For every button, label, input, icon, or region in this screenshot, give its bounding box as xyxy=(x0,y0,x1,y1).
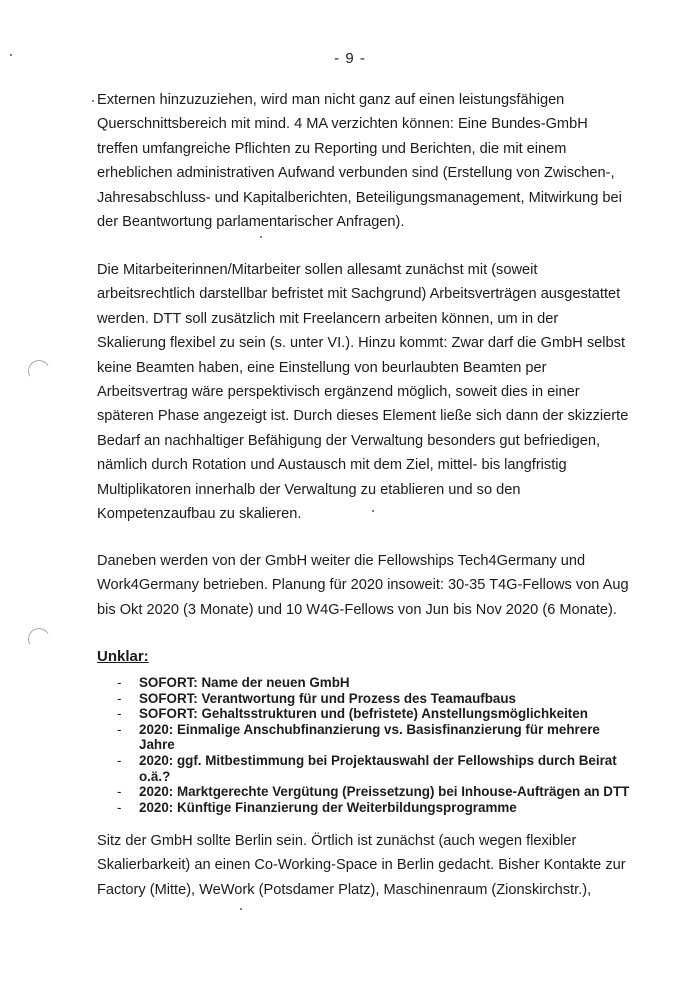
bullet-dash: - xyxy=(117,706,122,722)
paragraph-location xyxy=(97,829,627,902)
scan-speck xyxy=(372,510,374,512)
paragraph-staffing-reporting xyxy=(97,88,627,234)
text-line: Bedarf an nachhaltiger Befähigung der Verwaltung besonders gut befriedigen, xyxy=(97,432,601,449)
scan-speck xyxy=(240,908,242,910)
text-line: Querschnittsbereich mit mind. 4 MA verzichten können: Eine Bundes-GmbH xyxy=(97,116,588,133)
paragraph-fellowships xyxy=(97,549,627,622)
bullet-dash: - xyxy=(117,752,122,768)
text-line: Multiplikatoren innerhalb der Verwaltung zu etablieren und so den xyxy=(97,481,521,498)
text-line: bis Okt 2020 (3 Monate) und 10 W4G-Fellows von Jun bis Nov 2020 (6 Monate). xyxy=(97,601,617,618)
text-line: Daneben werden von der GmbH weiter die Fellowships Tech4Germany und xyxy=(97,553,586,569)
bullet-dash: - xyxy=(117,690,122,706)
bullet-dash: - xyxy=(117,675,122,690)
unclear-list xyxy=(117,675,630,815)
list-item xyxy=(117,722,627,753)
list-item-text: 2020: Marktgerechte Vergütung (Preissetzung) bei Inhouse-Aufträgen an DTT xyxy=(139,784,630,800)
list-item xyxy=(117,800,627,816)
list-item xyxy=(117,784,630,800)
punch-hole-mark xyxy=(26,626,53,653)
text-line: späteren Phase angezeigt ist. Durch dieses Element ließe sich dann der skizzierte xyxy=(97,408,629,425)
text-line: der Beantwortung parlamentarischer Anfragen). xyxy=(97,214,405,231)
bullet-dash: - xyxy=(117,721,122,737)
list-item xyxy=(117,675,627,691)
list-item xyxy=(117,691,627,707)
scan-speck xyxy=(10,54,12,56)
text-line: Externen hinzuzuziehen, wird man nicht ganz auf einen leistungsfähigen xyxy=(97,92,565,108)
text-line: Factory (Mitte), WeWork (Potsdamer Platz), Maschinenraum (Zionskirchstr.), xyxy=(97,881,592,898)
text-line: nämlich durch Rotation und Austausch mit dem Ziel, mittel- bis langfristig xyxy=(97,457,567,474)
text-line: keine Beamten haben, eine Einstellung von beurlaubten Beamten per xyxy=(97,359,547,376)
text-line: Skalierung flexibel zu sein (s. unter VI.). Hinzu kommt: Zwar darf die GmbH selbst xyxy=(97,335,625,352)
text-line: treffen umfangreiche Pflichten zu Reporting und Berichten, die mit einem xyxy=(97,140,567,157)
punch-hole-mark xyxy=(26,358,53,385)
list-item-text: Jahre xyxy=(139,737,175,753)
text-line: werden. DTT soll zusätzlich mit Freelancern arbeiten können, um in der xyxy=(97,310,559,327)
text-line: Work4Germany betrieben. Planung für 2020 insoweit: 30-35 T4G-Fellows von Aug xyxy=(97,577,629,594)
bullet-dash: - xyxy=(117,799,122,815)
paragraph-employment-contracts xyxy=(97,258,627,526)
page-number: - 9 - xyxy=(334,50,366,67)
text-line: erheblichen administrativen Aufwand verbunden sind (Erstellung von Zwischen-, xyxy=(97,165,615,182)
list-item-text: 2020: Künftige Finanzierung der Weiterbildungsprogramme xyxy=(139,799,517,815)
text-line: Sitz der GmbH sollte Berlin sein. Örtlich ist zunächst (auch wegen flexibler xyxy=(97,833,577,849)
text-line: Die Mitarbeiterinnen/Mitarbeiter sollen allesamt zunächst mit (soweit xyxy=(97,262,538,278)
list-item-text: SOFORT: Verantwortung für und Prozess des Teamaufbaus xyxy=(139,690,516,706)
list-item-text: SOFORT: Gehaltsstrukturen und (befristete) Anstellungsmöglichkeiten xyxy=(139,706,588,722)
list-item-text: SOFORT: Name der neuen GmbH xyxy=(139,675,350,690)
bullet-dash: - xyxy=(117,784,122,800)
text-line: Skalierbarkeit) an einen Co-Working-Space in Berlin gedacht. Bisher Kontakte zur xyxy=(97,857,626,874)
text-line: arbeitsrechtlich darstellbar befristet mit Sachgrund) Arbeitsverträgen ausgestattet xyxy=(97,286,621,303)
list-item xyxy=(117,753,627,784)
section-heading-unclear: Unklar: xyxy=(97,648,149,665)
text-line: Jahresabschluss- und Kapitalberichten, Beteiligungsmanagement, Mitwirkung bei xyxy=(97,189,622,206)
list-item-text: 2020: Einmalige Anschubfinanzierung vs. Basisfinanzierung für mehrere xyxy=(139,721,600,737)
list-item-text: 2020: ggf. Mitbestimmung bei Projektauswahl der Fellowships durch Beirat xyxy=(139,752,617,768)
text-line: Kompetenzaufbau zu skalieren. xyxy=(97,506,302,523)
text-line: Arbeitsvertrag wäre perspektivisch ergänzend möglich, soweit dies in einer xyxy=(97,384,580,401)
scan-speck xyxy=(260,236,262,238)
list-item xyxy=(117,706,627,722)
list-item-text: o.ä.? xyxy=(139,768,171,784)
scan-speck xyxy=(92,100,94,102)
